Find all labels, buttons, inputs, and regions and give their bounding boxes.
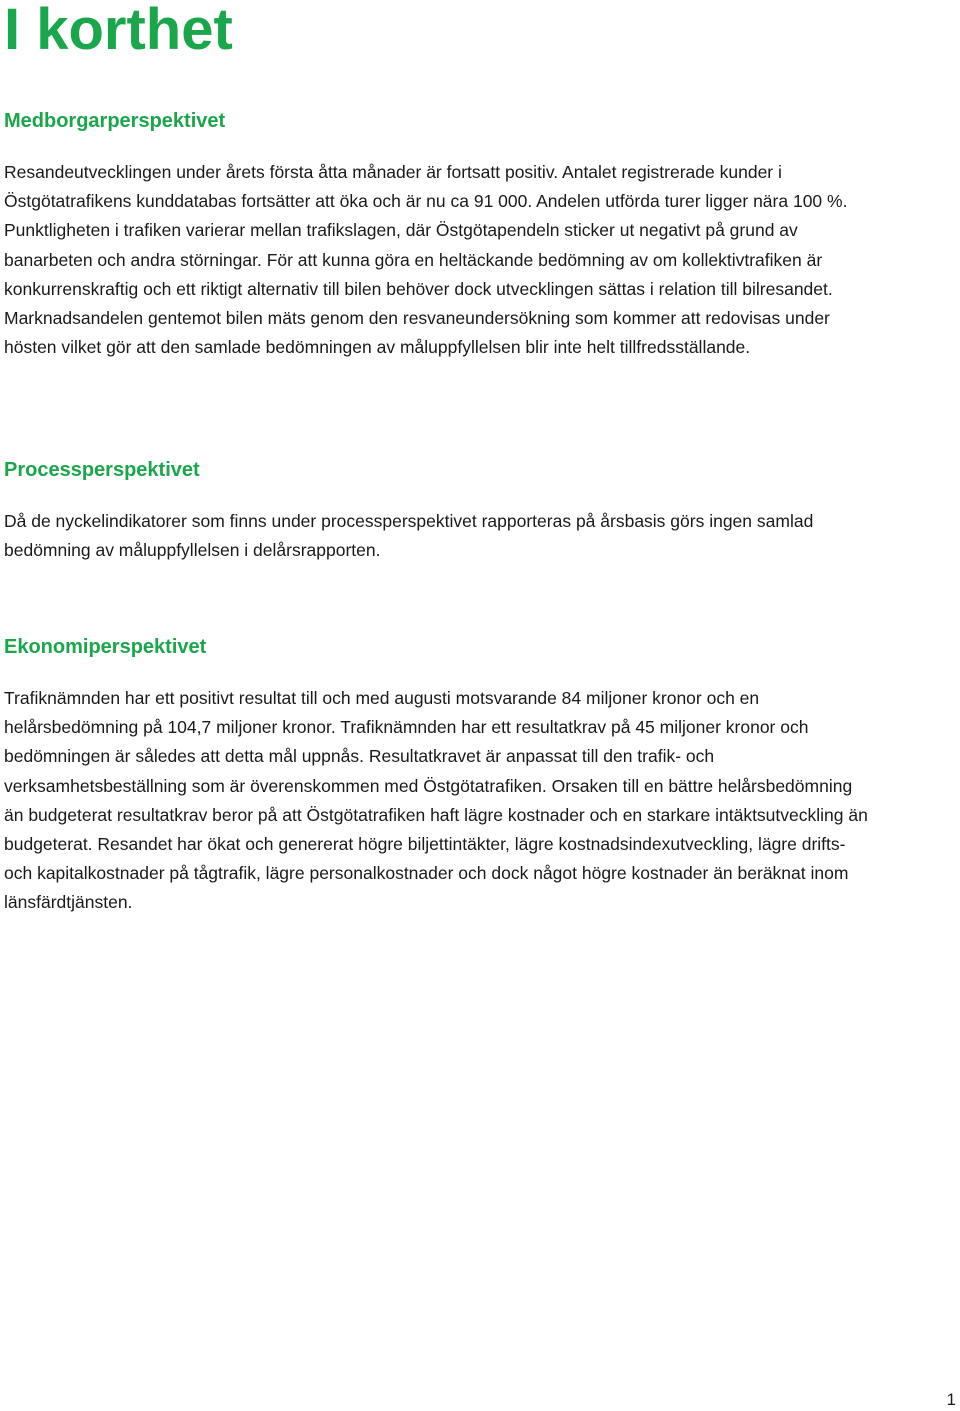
- section-heading: Processperspektivet: [4, 459, 200, 481]
- section-body: Resandeutvecklingen under årets första åtta månader är fortsatt positiv. Antalet registrerade kunder i Östgötatrafikens kunddatabas fortsätter att öka och är nu ca 91 000. Andelen utförda turer ligger nära 100 %. Punktligheten i trafiken varierar mellan trafikslagen, där Östgötapendeln sticker ut negativt på grund av banarbeten och andra störningar. För att kunna göra en heltäckande bedömning av om kollektivtrafiken är konkurrenskraftig och ett riktigt alternativ till bilen behöver dock utvecklingen sättas i relation till bilresandet. Marknadsandelen gentemot bilen mäts genom den resvaneundersökning som kommer att redovisas under hösten vilket gör att den samlade bedömningen av måluppfyllelsen blir inte helt tillfredsställande.: [4, 162, 848, 358]
- page-title: I korthet: [4, 0, 233, 62]
- section-heading: Medborgarperspektivet: [4, 110, 226, 132]
- section-medborgarperspektivet: [4, 108, 874, 362]
- section-heading: Ekonomiperspektivet: [4, 636, 207, 658]
- section-body: Då de nyckelindikatorer som finns under processperspektivet rapporteras på årsbasis görs ingen samlad bedömning av måluppfyllelsen i delårsrapporten.: [4, 511, 814, 561]
- section-processperspektivet: [4, 457, 874, 565]
- section-ekonomiperspektivet: [4, 634, 874, 918]
- section-body: Trafiknämnden har ett positivt resultat till och med augusti motsvarande 84 miljoner kronor och en helårsbedömning på 104,7 miljoner kronor. Trafiknämnden har ett resultatkrav på 45 miljoner kronor och bedömningen är således att detta mål uppnås. Resultatkravet är anpassat till den trafik- och verksamhetsbeställning som är överenskommen med Östgötatrafiken. Orsaken till en bättre helårsbedömning än budgeterat resultatkrav beror på att Östgötatrafiken haft lägre kostnader och en starkare intäktsutveckling än budgeterat. Resandet har ökat och genererat högre biljettintäkter, lägre kostnadsindexutveckling, lägre drifts- och kapitalkostnader på tågtrafik, lägre personalkostnader och dock något högre kostnader än beräknat inom länsfärdtjänsten.: [4, 688, 868, 913]
- page-number: 1: [946, 1390, 956, 1409]
